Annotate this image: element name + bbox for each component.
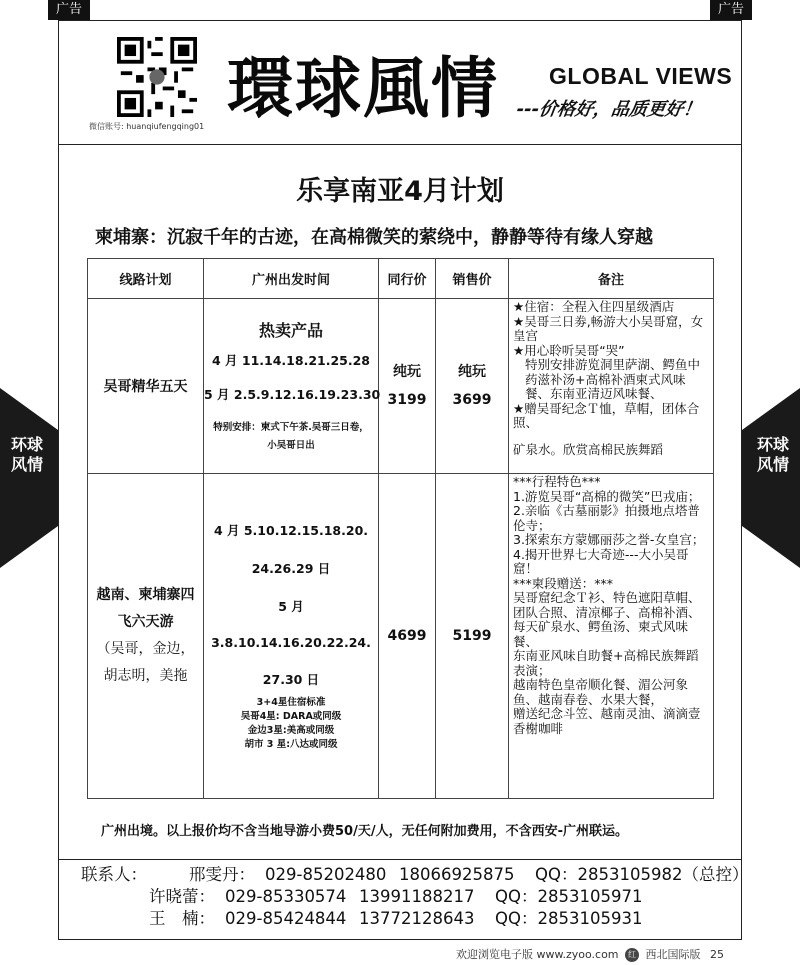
- note-line: ★吴哥三日劵,畅游大小吴哥窟，女皇宫: [513, 313, 704, 343]
- note-line: 4.揭开世界七大奇迹---大小吴哥窟！: [513, 546, 689, 576]
- contact-row: [81, 908, 748, 930]
- contact-label: 联系人：: [81, 865, 147, 884]
- special-note: 小吴哥日出: [267, 439, 315, 451]
- header-route: 线路计划: [88, 259, 204, 299]
- footer-section: 西北国际版: [645, 948, 701, 961]
- page-title: 乐享南亚4月计划: [296, 176, 504, 207]
- special-note: 特别安排：柬式下午茶.吴哥三日卷，: [213, 421, 369, 433]
- note-line: ★用心聆听吴哥“哭”: [513, 342, 625, 358]
- slogan: ---价格好，品质更好！: [515, 99, 703, 120]
- note-line: 每天矿泉水、鳄鱼汤、柬式风味餐、: [513, 619, 689, 649]
- note-line: ***柬段赠送：***: [513, 575, 614, 591]
- brand-title: 環球風情: [227, 49, 499, 127]
- note-line: 吴哥窟纪念Ｔ衫、特色遮阳草帽、: [513, 590, 701, 605]
- contact-phone: 029-85330574: [225, 887, 347, 906]
- date-line: 24.26.29 日: [251, 560, 331, 576]
- date-line: 3.8.10.14.16.20.22.24.: [211, 634, 371, 650]
- date-line: 5 月 2.5.9.12.16.19.23.30: [204, 386, 381, 402]
- note-line: 团队合照、清凉椰子、高棉补酒、: [513, 604, 701, 620]
- contact-name: 许晓蕾：: [149, 887, 215, 906]
- ad-label-left: 广告: [48, 0, 90, 20]
- header-peer-price: 同行价: [379, 259, 436, 299]
- note-line: 东南亚风味自助餐+高棉民族舞蹈表演；: [513, 648, 699, 678]
- contact-row: [81, 886, 748, 908]
- contact-name: 邢雯丹：: [189, 865, 255, 884]
- note-line: ★赠吴哥纪念Ｔ恤，草帽，团体合照、: [513, 400, 700, 430]
- date-line: 27.30 日: [262, 671, 320, 687]
- side-label-right: 环球风情: [756, 435, 789, 474]
- contact-mobile: 13772128643: [359, 909, 475, 928]
- contact-qq: QQ：2853105931: [495, 909, 643, 928]
- header-sale-price: 销售价: [436, 259, 509, 299]
- notes-cell: [509, 299, 714, 474]
- contact-mobile: 13991188217: [359, 887, 475, 906]
- header-notes: 备注: [509, 259, 714, 299]
- note-line: 矿泉水。欣赏高棉民族舞蹈: [513, 441, 664, 457]
- route-cell: [88, 474, 204, 799]
- qr-code-icon: [117, 37, 197, 117]
- table-row: [88, 299, 714, 474]
- peer-price-label: 纯玩: [393, 364, 421, 380]
- departure-cell: [204, 474, 379, 799]
- note-line: 3.探索东方蒙娜丽莎之誉-女皇宫；: [513, 532, 705, 547]
- publication-logo-icon: 红: [625, 948, 639, 962]
- contact-qq: QQ：2853105982（总控）: [535, 865, 749, 884]
- note-line: 越南特色皇帝顺化餐、湄公河象鱼、越南春卷、水果大餐，: [513, 677, 689, 707]
- page-number: 25: [710, 948, 725, 961]
- hotel-note: 胡市 3 星:八达或同级: [244, 738, 338, 750]
- route-cell: [88, 299, 204, 474]
- footnote: 广州出境。以上报价均不含当地导游小费50/天/人，无任何附加费用，不含西安-广州联运。: [101, 824, 628, 839]
- contact-row: [81, 864, 748, 886]
- note-line: ★住宿：全程入住四星级酒店: [513, 299, 675, 314]
- contact-mobile: 18066925875: [399, 865, 515, 884]
- sale-price-label: 纯玩: [458, 364, 486, 380]
- notes-cell: [509, 474, 714, 799]
- peer-price-cell: [379, 299, 436, 474]
- divider: [59, 859, 741, 860]
- note-line: 1.游览吴哥“高棉的微笑”巴戎庙；: [513, 488, 701, 504]
- note-line: 特别安排游览洞里萨湖、鳄鱼中药滋补汤+高棉补酒柬式风味餐、东南亚清迈风味餐、: [525, 357, 701, 401]
- contact-name: 王 楠：: [149, 909, 215, 928]
- table-header-row: [88, 259, 714, 299]
- route-line: （吴哥，金边，: [96, 641, 195, 657]
- brand-english: GLOBAL VIEWS: [549, 63, 733, 89]
- route-line: 飞六天游: [117, 614, 174, 630]
- sale-price: 3699: [452, 392, 492, 408]
- footer-text: 欢迎浏览电子版 www.zyoo.com: [456, 948, 619, 961]
- route-name: 吴哥精华五天: [103, 379, 188, 395]
- route-line: 越南、柬埔寨四: [96, 587, 195, 603]
- sale-price-cell: [436, 474, 509, 799]
- note-line: 赠送纪念斗笠、越南灵油、滴滴壹香榭咖啡: [513, 706, 701, 736]
- note-line: 2.亲临《古墓丽影》拍摄地点塔普伦寺；: [513, 503, 700, 533]
- side-label-left: 环球风情: [10, 435, 43, 474]
- route-line: 胡志明，美拖: [103, 668, 188, 684]
- ad-frame: [58, 20, 749, 940]
- peer-price: 3199: [387, 392, 427, 408]
- peer-price-cell: [379, 474, 436, 799]
- departure-cell: [204, 299, 379, 474]
- side-tab-right: [742, 388, 800, 568]
- date-line: 5 月: [278, 598, 304, 614]
- hot-label: 热卖产品: [258, 320, 323, 340]
- hotel-note: 3+4星住宿标准: [256, 696, 326, 708]
- table-row: [88, 474, 714, 799]
- peer-price: 4699: [387, 628, 427, 644]
- contact-phone: 029-85424844: [225, 909, 347, 928]
- side-tab-left: [0, 388, 58, 568]
- contact-qq: QQ：2853105971: [495, 887, 643, 906]
- tour-table: [87, 258, 714, 799]
- sale-price-cell: [436, 299, 509, 474]
- header: [59, 21, 741, 145]
- hotel-note: 金边3星:美高或同级: [247, 724, 335, 736]
- wechat-account: 微信账号: huanqiufengqing01: [89, 122, 205, 131]
- date-line: 4 月 5.10.12.15.18.20.: [213, 522, 369, 538]
- date-line: 4 月 11.14.18.21.25.28: [211, 352, 370, 368]
- contact-phone: 029-85202480: [265, 865, 387, 884]
- ad-label-right: 广告: [710, 0, 752, 20]
- note-line: ***行程特色***: [513, 474, 601, 489]
- contacts: [81, 864, 748, 930]
- page-subtitle: 柬埔寨：沉寂千年的古迹，在高棉微笑的萦绕中，静静等待有缘人穿越: [95, 227, 653, 248]
- page-footer: [456, 946, 724, 962]
- header-departure: 广州出发时间: [204, 259, 379, 299]
- hotel-note: 吴哥4星: DARA或同级: [240, 710, 342, 722]
- sale-price: 5199: [452, 628, 492, 644]
